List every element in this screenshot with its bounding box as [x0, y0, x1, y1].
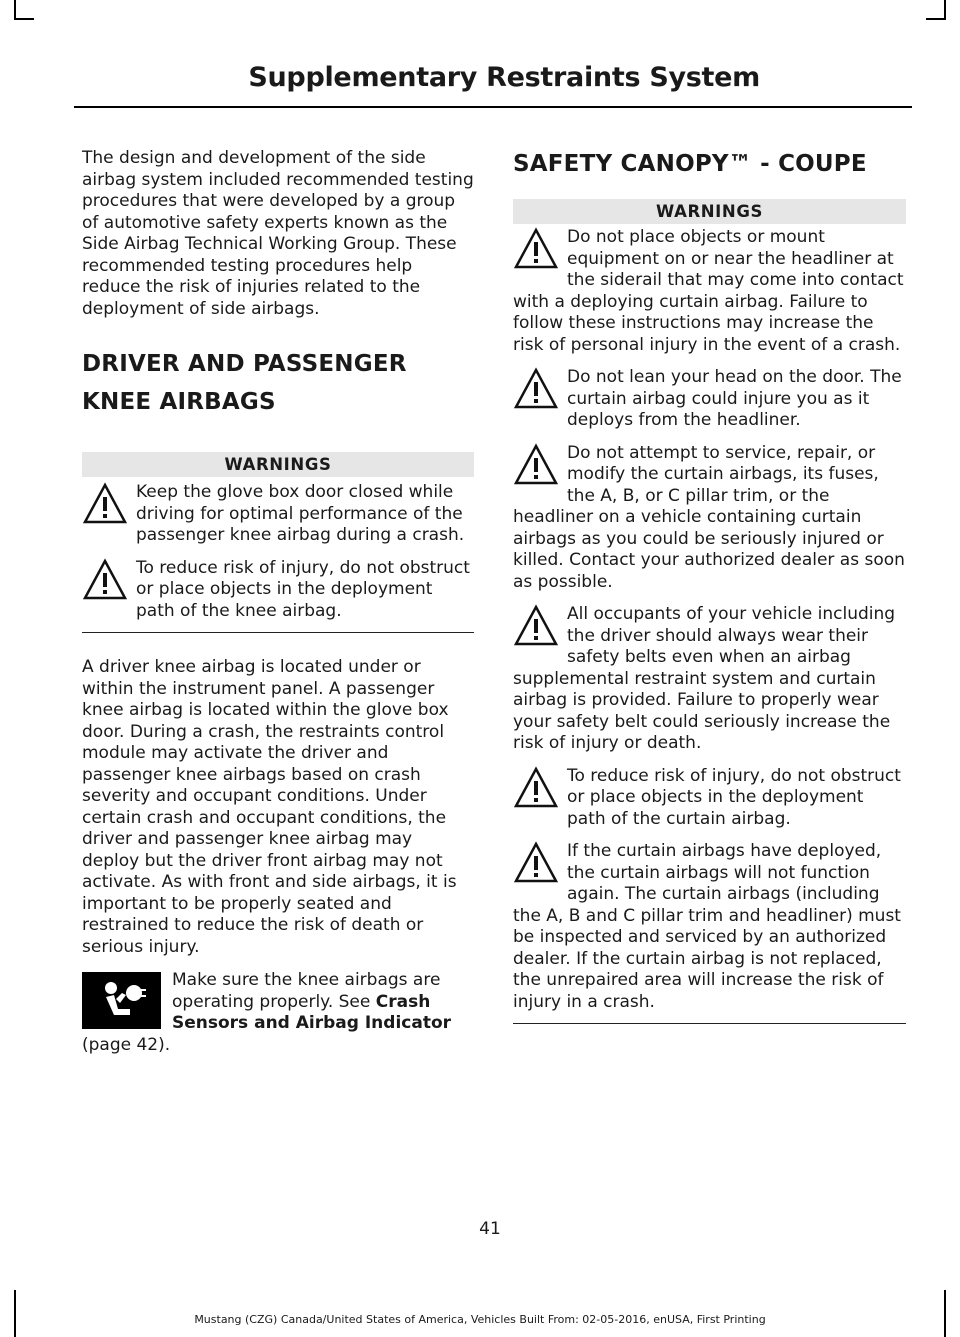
section-title-safety-canopy: SAFETY CANOPY™ - COUPE	[513, 151, 867, 177]
page-number: 41	[479, 1219, 501, 1239]
crop-mark	[14, 0, 16, 20]
warning-triangle-icon	[82, 482, 132, 534]
crop-mark	[944, 0, 946, 20]
warning-text: Do not place objects or mount equipment on or near the headliner at the siderail that may come into contact with a deploying curtain airbag. Failure to follow these instructions may increase the risk of personal injury in the event of a crash.	[513, 227, 904, 355]
warning-text: Keep the glove box door closed while driving for optimal performance of the passenger knee airbag during a crash.	[136, 482, 465, 545]
warning-triangle-icon	[513, 227, 563, 279]
crop-mark	[14, 18, 34, 20]
warning-item	[513, 766, 906, 831]
airbag-indicator-icon	[82, 972, 161, 1029]
warning-text: Do not lean your head on the door. The curtain airbag could injure you as it deploys from the headliner.	[567, 367, 902, 430]
section-title-knee-line2: KNEE AIRBAGS	[82, 389, 276, 415]
warning-item	[513, 367, 906, 432]
section-title-knee-line1: DRIVER AND PASSENGER	[82, 351, 407, 377]
crop-mark	[926, 18, 946, 20]
warning-triangle-icon	[513, 604, 563, 656]
indicator-note	[82, 970, 474, 1056]
warning-item	[513, 443, 906, 594]
warning-triangle-icon	[513, 367, 563, 419]
cross-reference-link[interactable]: Crash Sensors and Airbag Indicator	[172, 991, 452, 1033]
warnings-heading: WARNINGS	[513, 199, 906, 224]
warning-item	[513, 841, 906, 1013]
warning-triangle-icon	[82, 558, 132, 610]
knee-airbag-paragraph: A driver knee airbag is located under or within the instrument panel. A passenger knee airbag is located within the glove box door. During a crash, the restraints control module may activate the driver and passenger knee airbags based on crash severity and occupant conditions. Under certain crash and occupant conditions, the driver and passenger knee airbag may deploy but the driver front airbag may not activate. As with front and side airbags, it is important to be properly seated and restrained to reduce the risk of death or serious injury.	[82, 657, 457, 957]
warning-triangle-icon	[513, 766, 563, 818]
footer-text: Mustang (CZG) Canada/United States of America, Vehicles Built From: 02-05-2016, enUSA, First Printing	[194, 1313, 766, 1326]
warning-item	[82, 558, 474, 623]
right-column	[513, 148, 906, 1024]
warning-triangle-icon	[513, 841, 563, 893]
warning-triangle-icon	[513, 443, 563, 495]
intro-paragraph: The design and development of the side airbag system included recommended testing procedures that were developed by a group of automotive safety experts known as the Side Airbag Technical Working Group. These recommended testing procedures help reduce the risk of injuries related to the deployment of side airbags.	[82, 148, 474, 319]
warning-item	[82, 482, 474, 547]
note-text: Make sure the knee airbags are operating properly. See	[172, 970, 441, 1012]
page-title: Supplementary Restraints System	[248, 62, 760, 93]
warning-text: If the curtain airbags have deployed, the curtain airbags will not function again. The curtain airbags (including the A, B and C pillar trim and headliner) must be inspected and serviced by an authorized dealer. If the curtain airbag is not replaced, the unrepaired area will increase the risk of injury in a crash.	[513, 841, 901, 1012]
warning-text: To reduce risk of injury, do not obstruct or place objects in the deployment path of the knee airbag.	[136, 557, 470, 621]
warnings-end-rule	[513, 1023, 906, 1024]
warning-text: Do not attempt to service, repair, or modify the curtain airbags, its fuses, the A, B, or C pillar trim, or the headliner on a vehicle containing curtain airbags as you could be seriously injured or killed. Contact your authorized dealer as soon as possible.	[513, 442, 905, 592]
header-rule	[74, 106, 912, 108]
warning-item	[513, 227, 906, 356]
warning-text: To reduce risk of injury, do not obstruct or place objects in the deployment path of the curtain airbag.	[567, 765, 901, 829]
warnings-heading: WARNINGS	[82, 452, 474, 477]
left-column	[82, 148, 474, 1056]
warning-item	[513, 604, 906, 755]
warning-text: All occupants of your vehicle including the driver should always wear their safety belts even when an airbag supplemental restraint system and curtain airbag is provided. Failure to properly wear your safety belt could seriously increase the risk of injury or death.	[513, 604, 896, 753]
note-page-ref: (page 42).	[82, 1034, 171, 1055]
